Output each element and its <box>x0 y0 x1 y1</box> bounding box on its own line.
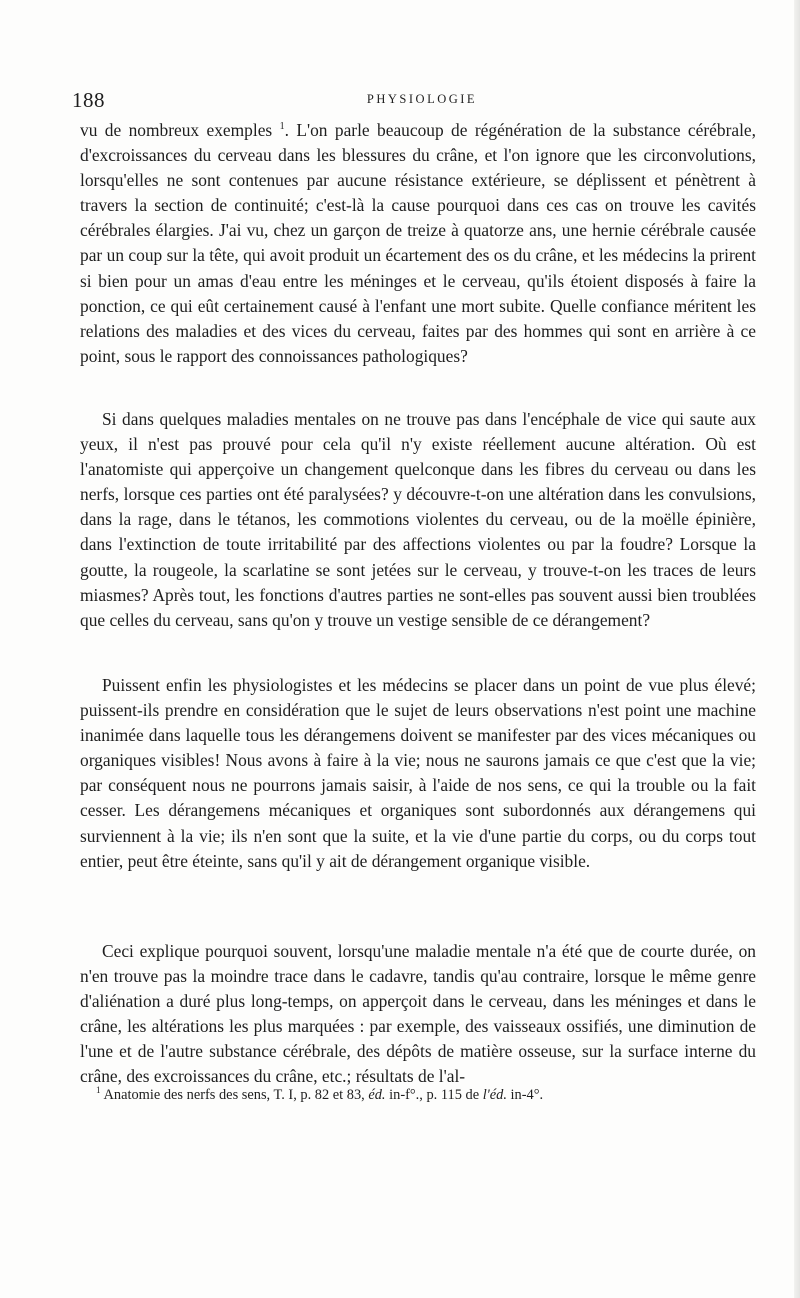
paragraph-2: Si dans quelques maladies mentales on ne trouve pas dans l'encéphale de vice qui saute aux yeux, il n'est pas prouvé pour cela qu'il n'y existe réellement aucune altération. Où est l'anatomiste qui apperçoive un changement quelconque dans les fibres du cerveau ou dans les nerfs, lorsque ces parties ont été paralysées? y découvre-t-on une altération dans les convulsions, dans la rage, dans le tétanos, les commotions violentes du cerveau, ou de la moëlle épinière, dans l'extinction de toute irritabilité par des affections violentes ou par la foudre? Lorsque la goutte, la rougeole, la scarlatine se sont jetées sur le cerveau, y trouve-t-on les traces de leurs miasmes? Après tout, les fonctions d'autres parties ne sont-elles pas souvent aussi bien troublées que celles du cerveau, sans qu'on y trouve un vestige sensible de ce dérangement? <box>80 409 756 630</box>
paragraph-4: Ceci explique pourquoi souvent, lorsqu'une maladie mentale n'a été que de courte durée, on n'en trouve pas la moindre trace dans le cadavre, tandis qu'au contraire, lorsque le même genre d'aliénation a duré plus long-temps, on apperçoit dans le cerveau, dans les méninges et dans le crâne, les altérations les plus marquées : par exemple, des vaisseaux ossifiés, une diminution de l'une et de l'autre substance cérébrale, des dépôts de matière osseuse, sur la surface interne du crâne, des excroissances du crâne, etc.; résultats de l'al- <box>80 941 756 1087</box>
page-number: 188 <box>72 88 105 112</box>
running-title: PHYSIOLOGIE <box>366 92 478 106</box>
paragraph-1-start: vu de nombreux exemples <box>80 120 273 140</box>
footnote-edition-b: l'éd. <box>482 1087 507 1103</box>
footnote-mark: 1 <box>96 1085 101 1096</box>
paragraph-1-rest: . L'on parle beaucoup de régénération de la substance cérébrale, d'excroissances du cerveau dans les blessures du crâne, et l'on ignore que les circonvolutions, lorsqu'elles ne sont contenues par aucune résistance extérieure, se déplissent et pénètrent à travers la section de continuité; c'est-là la cause pourquoi dans ces cas on trouve les cavités cérébrales élargies. J'ai vu, chez un garçon de treize à quatorze ans, une hernie cérébrale causée par un coup sur la tête, qui avoit produit un écartement des os du crâne, et les médecins la prirent si bien pour un amas d'eau entre les méninges et le cerveau, qu'ils étoient disposés à faire la ponction, ce qui eût certainement causé à l'enfant une mort subite. Quelle confiance méritent les relations des maladies et des vices du cerveau, faites par des hommes qui sont en arrière à ce point, sous le rapport des connoissances pathologiques? <box>80 120 756 366</box>
paragraph-3: Puissent enfin les physiologistes et les médecins se placer dans un point de vue plus élevé; puissent-ils prendre en considération que le sujet de leurs observations n'est point une machine inanimée dans laquelle tous les dérangemens doivent se manifester par des vices mécaniques ou organiques visibles! Nous avons à faire à la vie; nous ne saurons jamais ce que c'est que la vie; par conséquent nous ne pourrons jamais saisir, à l'aide de nos sens, ce qui la trouble ou la fait cesser. Les dérangemens mécaniques et organiques sont subordonnés aux dérangemens qui surviennent à la vie; ils n'en sont que la suite, et la vie d'une partie du corps, ou du corps tout entier, peut être éteinte, sans qu'il y ait de dérangement organique visible. <box>80 675 756 871</box>
footnote-edition-a: éd. <box>368 1087 386 1103</box>
paragraph-1 <box>80 118 756 382</box>
footnote-text-b: in-f°., p. 115 de <box>385 1087 483 1103</box>
page-edge-shadow <box>794 0 800 1298</box>
footnote <box>96 1085 756 1105</box>
footnote-text-a: Anatomie des nerfs des sens, T. I, p. 82 et 83, <box>103 1087 369 1103</box>
page-header <box>72 88 752 116</box>
footnote-reference: 1 <box>279 121 285 133</box>
footnote-text-c: in-4°. <box>506 1087 544 1103</box>
body-text <box>80 118 756 1099</box>
